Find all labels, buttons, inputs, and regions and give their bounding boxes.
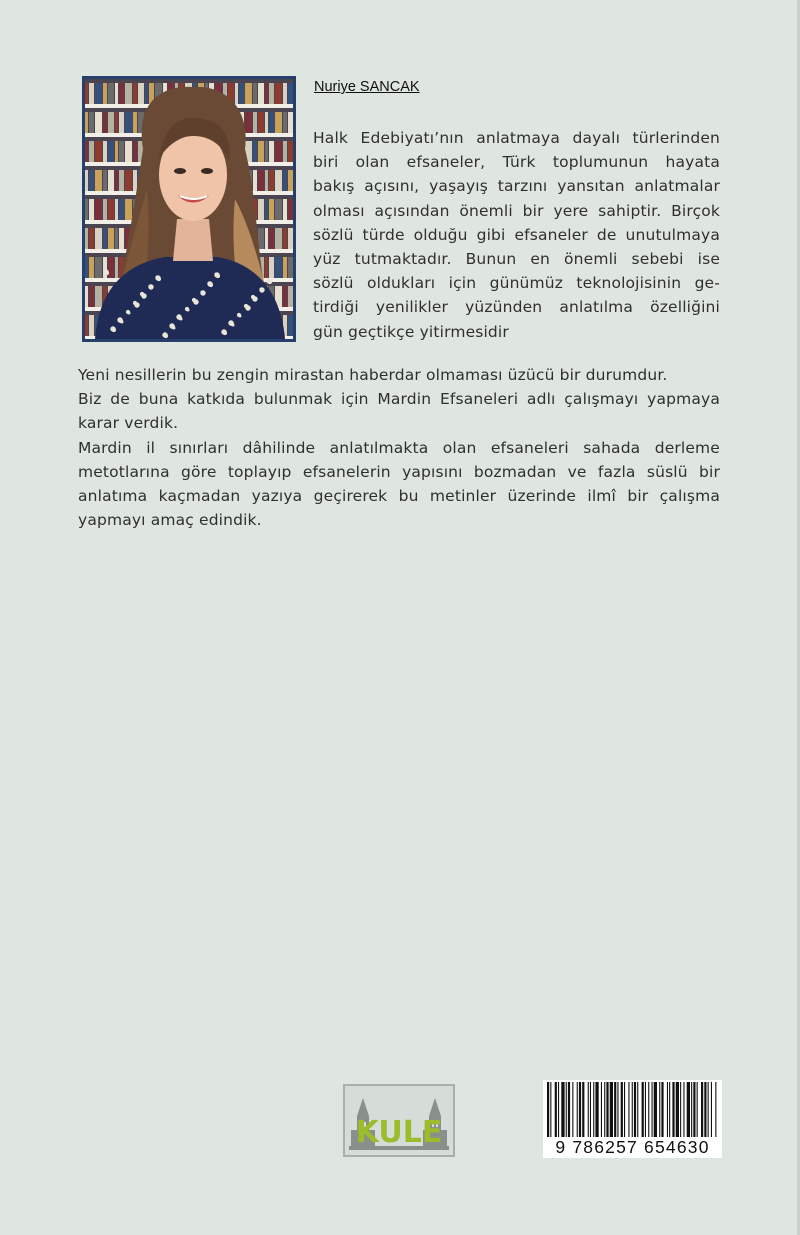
- intro-line: olması açısından önemli bir yere sahiptir. Birçok: [313, 201, 720, 220]
- description-line: Biz de buna katkıda bulunmak için Mardin Efsaneleri adlı çalışmayı yapmaya: [78, 390, 720, 409]
- author-photo: [82, 76, 296, 342]
- description-line: yapmayı amaç edindik.: [78, 511, 262, 530]
- description-line: Yeni nesillerin bu zengin mirastan haberdar olmaması üzücü bir durumdur.: [78, 366, 668, 384]
- author-bio-intro: [313, 126, 720, 344]
- intro-line: gün geçtikçe yitirmesidir: [313, 322, 509, 341]
- publisher-logo-text: KULE: [355, 1115, 443, 1150]
- intro-line: Halk Edebiyatı’nın anlatmaya dayalı türlerinden: [313, 129, 720, 147]
- intro-line: sözlü oldukları için günümüz teknolojisinin ge-: [313, 274, 720, 293]
- isbn-number: 9 786257 654630: [543, 1137, 722, 1158]
- intro-line: yüz tutmaktadır. Bunun en önemli sebebi ise: [313, 249, 720, 268]
- intro-line: tirdiği yenilikler yüzünden anlatılma özelliğini: [313, 298, 720, 317]
- description-line: anlatıma kaçmadan yazıya geçirerek bu metinler üzerinde ilmî bir çalışma: [78, 486, 720, 505]
- description-line: karar verdik.: [78, 414, 179, 433]
- description-line: metotlarına göre toplayıp efsanelerin yapısını bozmadan ve fazla süslü bir: [78, 462, 720, 481]
- intro-line: sözlü türde olduğu gibi efsaneler de unutulmaya: [313, 225, 720, 244]
- publisher-logo: [343, 1084, 455, 1157]
- description-line: Mardin il sınırları dâhilinde anlatılmakta olan efsaneleri sahada derleme: [78, 438, 720, 457]
- book-description: [78, 363, 720, 532]
- intro-line: bakış açısını, yaşayış tarzını yansıtan anlatmalar: [313, 177, 720, 196]
- intro-line: biri olan efsaneler, Türk toplumunun hayata: [313, 153, 720, 172]
- author-name: Nuriye SANCAK: [314, 79, 420, 95]
